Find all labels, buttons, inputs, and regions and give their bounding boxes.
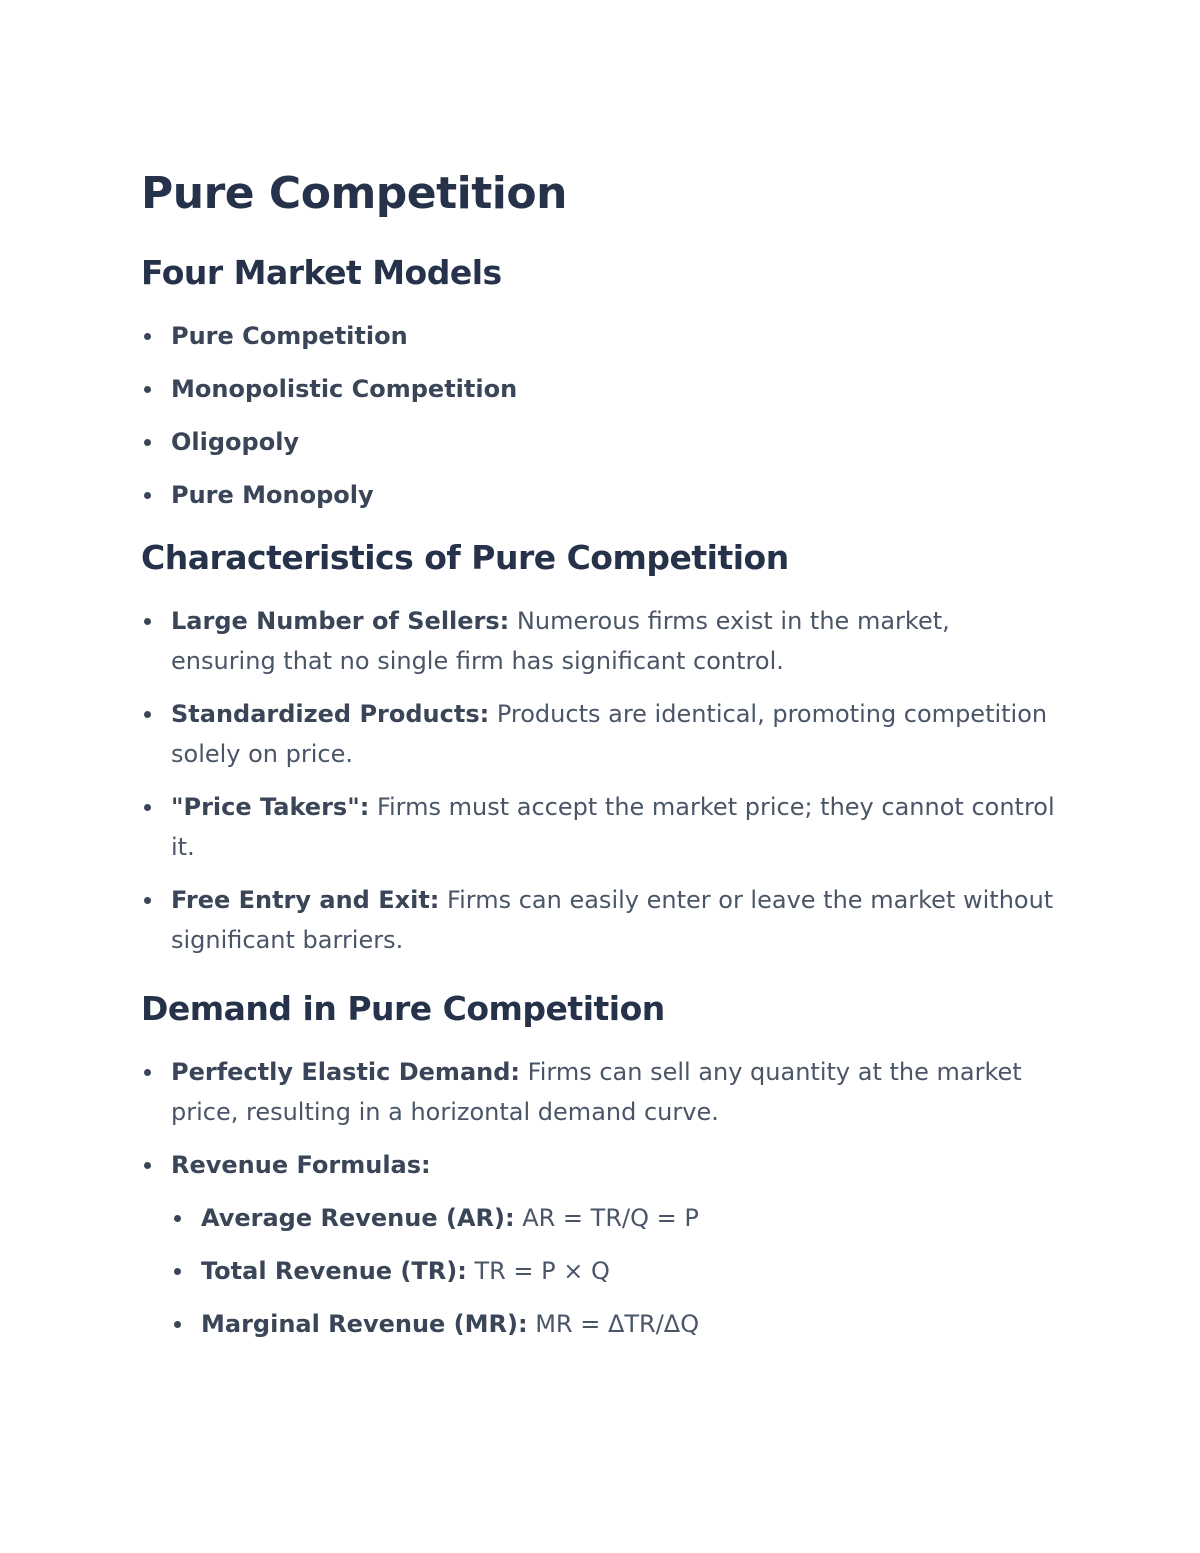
list-item: Average Revenue (AR): AR = TR/Q = P bbox=[171, 1198, 1061, 1238]
list-item: Perfectly Elastic Demand: Firms can sell any quantity at the market price, resulting in a horizontal demand curve. bbox=[141, 1052, 1061, 1132]
list-item: Pure Monopoly bbox=[141, 475, 1061, 515]
heading-characteristics: Characteristics of Pure Competition bbox=[141, 538, 789, 577]
list-item: Large Number of Sellers: Numerous firms exist in the market, ensuring that no single firm has significant control. bbox=[141, 601, 1061, 681]
list-item: Standardized Products: Products are identical, promoting competition solely on price. bbox=[141, 694, 1061, 774]
market-models-list bbox=[141, 316, 1061, 515]
list-item: Pure Competition bbox=[141, 316, 1061, 356]
list-item: Oligopoly bbox=[141, 422, 1061, 462]
list-item: Free Entry and Exit: Firms can easily enter or leave the market without significant barriers. bbox=[141, 880, 1061, 960]
list-item: Revenue Formulas: Average Revenue (AR): AR = TR/Q = P Total Revenue (TR): TR = P × Q Marginal Revenue (MR): MR = ΔTR/ΔQ bbox=[141, 1145, 1061, 1344]
list-item: Monopolistic Competition bbox=[141, 369, 1061, 409]
document-page bbox=[141, 160, 1061, 1357]
revenue-formulas-list bbox=[171, 1198, 1061, 1344]
list-item: Marginal Revenue (MR): MR = ΔTR/ΔQ bbox=[171, 1304, 1061, 1344]
list-item: "Price Takers": Firms must accept the market price; they cannot control it. bbox=[141, 787, 1061, 867]
list-item: Total Revenue (TR): TR = P × Q bbox=[171, 1251, 1061, 1291]
heading-four-market-models: Four Market Models bbox=[141, 253, 502, 292]
demand-list bbox=[141, 1052, 1061, 1344]
characteristics-list bbox=[141, 601, 1061, 960]
heading-demand: Demand in Pure Competition bbox=[141, 989, 665, 1028]
page-title: Pure Competition bbox=[141, 168, 567, 219]
